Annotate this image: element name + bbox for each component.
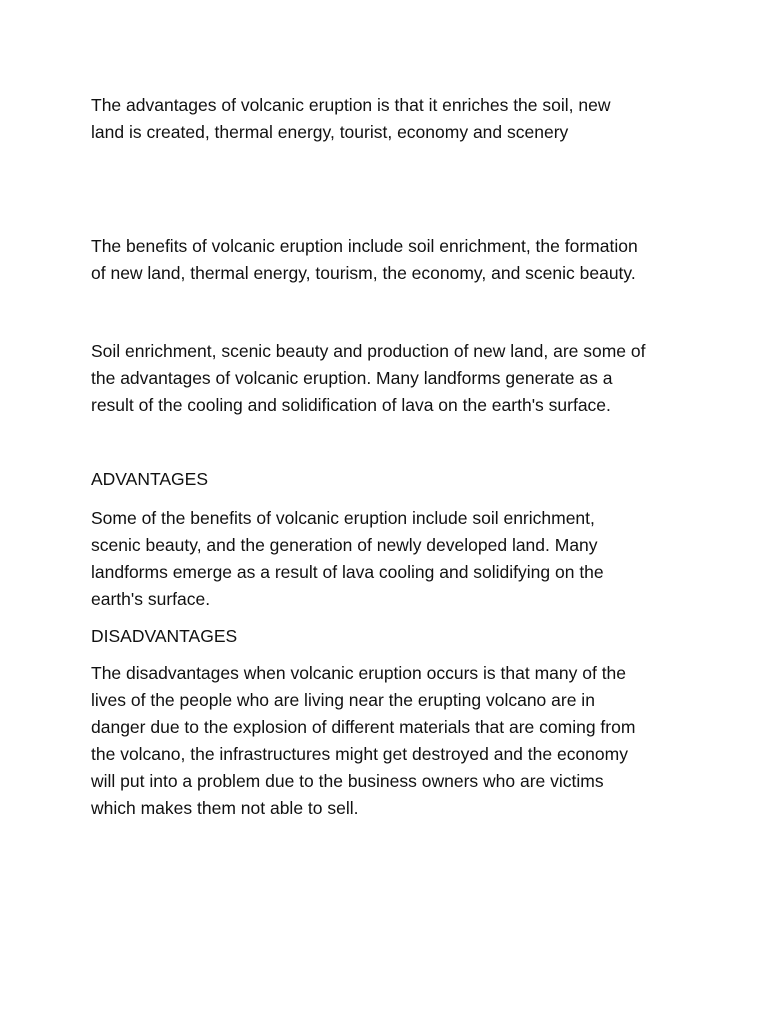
paragraph-disadvantages-detail: The disadvantages when volcanic eruption occurs is that many of the lives of the people who are living near the erupting volcano are in danger due to the explosion of different materials that are coming from the volcano, the infrastructures might get destroyed and the economy will put into a problem due to the business owners who are victims which makes them not able to sell.: [91, 663, 636, 818]
heading-advantages: ADVANTAGES: [91, 469, 209, 489]
paragraph-soil-enrichment: Soil enrichment, scenic beauty and production of new land, are some of the advantages of volcanic eruption. Many landforms generate as a result of the cooling and solidification of lava on the earth's surface.: [91, 341, 646, 415]
paragraph-advantages-summary: The advantages of volcanic eruption is that it enriches the soil, new land is created, thermal energy, tourist, economy and scenery: [91, 95, 611, 142]
heading-disadvantages: DISADVANTAGES: [91, 626, 238, 646]
paragraph-benefits: The benefits of volcanic eruption include soil enrichment, the formation of new land, thermal energy, tourism, the economy, and scenic beauty.: [91, 236, 638, 283]
paragraph-advantages-detail: Some of the benefits of volcanic eruption include soil enrichment, scenic beauty, and the generation of newly developed land. Many landforms emerge as a result of lava cooling and solidifying on the earth's surface.: [91, 508, 604, 609]
